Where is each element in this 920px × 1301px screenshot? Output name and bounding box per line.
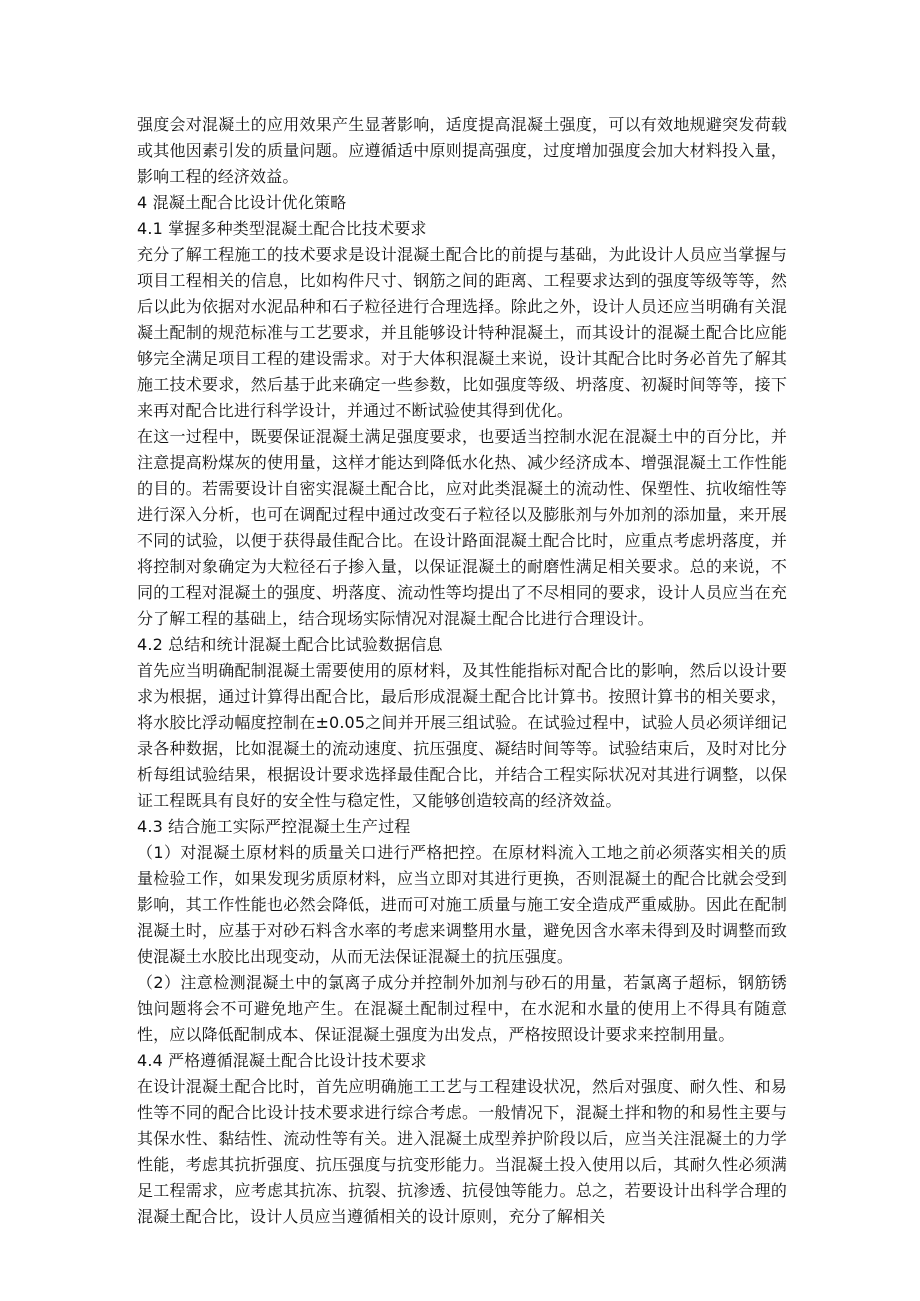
section-4-3-paragraph-1: （1）对混凝土原材料的质量关口进行严格把控。在原材料流入工地之前必须落实相关的质量检验工作，如果发现劣质原材料，应当立即对其进行更换，否则混凝土的配合比就会受到影响，其工作性能也必然会降低，进而可对施工质量与施工安全造成严重威胁。因此在配制混凝土时，应基于对砂石料含水率的考虑来调整用水量，避免因含水率未得到及时调整而致使混凝土水胶比出现变动，从而无法保证混凝土的抗压强度。 [137,843,787,966]
section-4-heading: 4 混凝土配合比设计优化策略 [137,193,347,212]
section-4-3-heading: 4.3 结合施工实际严控混凝土生产过程 [137,817,411,836]
section-4-4-heading: 4.4 严格遵循混凝土配合比设计技术要求 [137,1051,427,1070]
section-4-4-paragraph-1: 在设计混凝土配合比时，首先应明确施工工艺与工程建设状况，然后对强度、耐久性、和易性等不同的配合比设计技术要求进行综合考虑。一般情况下，混凝土拌和物的和易性主要与其保水性、黏结性、流动性等有关。进入混凝土成型养护阶段以后，应当关注混凝土的力学性能，考虑其抗折强度、抗压强度与抗变形能力。当混凝土投入使用以后，其耐久性必须满足工程需求，应考虑其抗冻、抗裂、抗渗透、抗侵蚀等能力。总之，若要设计出科学合理的混凝土配合比，设计人员应当遵循相关的设计原则，充分了解相关 [137,1077,787,1226]
section-4-1-paragraph-2: 在这一过程中，既要保证混凝土满足强度要求，也要适当控制水泥在混凝土中的百分比，并注意提高粉煤灰的使用量，这样才能达到降低水化热、减少经济成本、增强混凝土工作性能的目的。若需要设计自密实混凝土配合比，应对此类混凝土的流动性、保塑性、抗收缩性等进行深入分析，也可在调配过程中通过改变石子粒径以及膨胀剂与外加剂的添加量，来开展不同的试验，以便于获得最佳配合比。在设计路面混凝土配合比时，应重点考虑坍落度，并将控制对象确定为大粒径石子掺入量，以保证混凝土的耐磨性满足相关要求。总的来说，不同的工程对混凝土的强度、坍落度、流动性等均提出了不尽相同的要求，设计人员应当在充分了解工程的基础上，结合现场实际情况对混凝土配合比进行合理设计。 [137,427,787,628]
section-4-2-paragraph-1: 首先应当明确配制混凝土需要使用的原材料，及其性能指标对配合比的影响，然后以设计要求为根据，通过计算得出配合比，最后形成混凝土配合比计算书。按照计算书的相关要求，将水胶比浮动幅度控制在±0.05之间并开展三组试验。在试验过程中，试验人员必须详细记录各种数据，比如混凝土的流动速度、抗压强度、凝结时间等等。试验结束后，及时对比分析每组试验结果，根据设计要求选择最佳配合比，并结合工程实际状况对其进行调整，以保证工程既具有良好的安全性与稳定性，又能够创造较高的经济效益。 [137,661,787,810]
section-4-2-heading: 4.2 总结和统计混凝土配合比试验数据信息 [137,635,443,654]
section-4-1-paragraph-1: 充分了解工程施工的技术要求是设计混凝土配合比的前提与基础，为此设计人员应当掌握与项目工程相关的信息，比如构件尺寸、钢筋之间的距离、工程要求达到的强度等级等等，然后以此为依据对水泥品种和石子粒径进行合理选择。除此之外，设计人员还应当明确有关混凝土配制的规范标准与工艺要求，并且能够设计特种混凝土，而其设计的混凝土配合比应能够完全满足项目工程的建设需求。对于大体积混凝土来说，设计其配合比时务必首先了解其施工技术要求，然后基于此来确定一些参数，比如强度等级、坍落度、初凝时间等等，接下来再对配合比进行科学设计，并通过不断试验使其得到优化。 [137,245,787,420]
section-4-3-paragraph-2: （2）注意检测混凝土中的氯离子成分并控制外加剂与砂石的用量，若氯离子超标，钢筋锈蚀问题将会不可避免地产生。在混凝土配制过程中，在水泥和水量的使用上不得具有随意性，应以降低配制成本、保证混凝土强度为出发点，严格按照设计要求来控制用量。 [137,973,787,1044]
section-4-1-heading: 4.1 掌握多种类型混凝土配合比技术要求 [137,219,427,238]
document-body [137,112,787,1230]
intro-paragraph: 强度会对混凝土的应用效果产生显著影响，适度提高混凝土强度，可以有效地规避突发荷载或其他因素引发的质量问题。应遵循适中原则提高强度，过度增加强度会加大材料投入量，影响工程的经济效益。 [137,115,787,186]
